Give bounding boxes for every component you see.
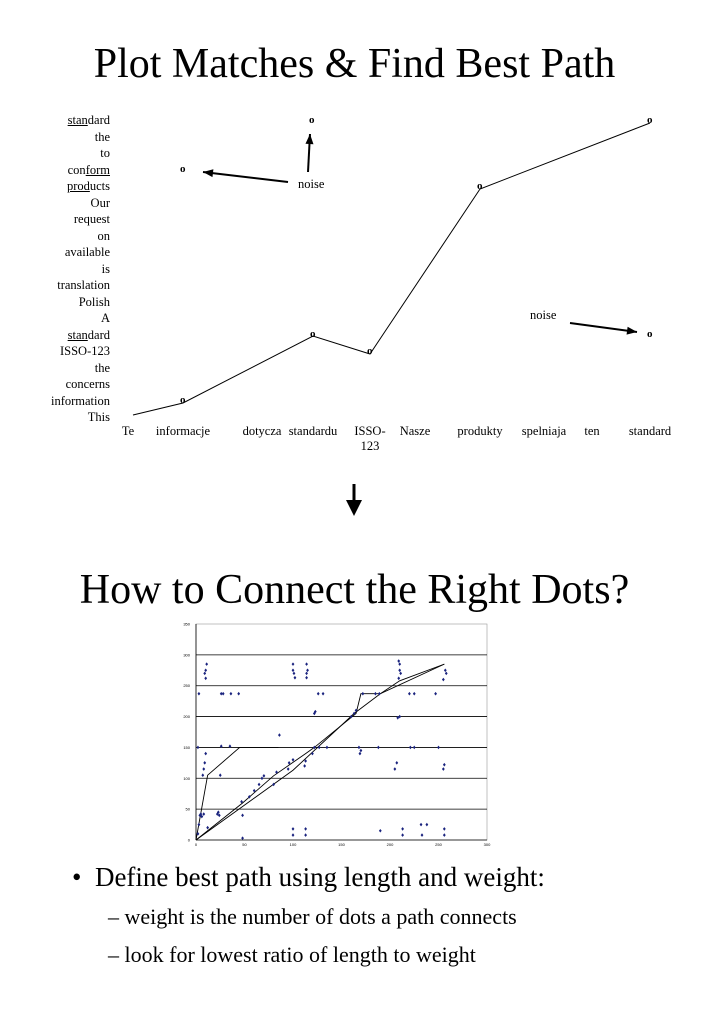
y-word-label: the [94,129,110,144]
sub-bullet-2: – look for lowest ratio of length to weight [108,942,476,967]
x-word-label: standardu [288,424,338,438]
x-word-label: Te [121,424,135,438]
x-word-label: produkty [457,424,503,438]
x-tick-label: 200 [386,842,394,847]
slide-title-top: Plot Matches & Find Best Path [93,41,616,87]
slide-title-bottom: How to Connect the Right Dots? [79,567,630,613]
noise-label-2: noise [530,308,557,322]
x-tick-label: 150 [338,842,345,847]
match-marker: o [647,328,653,340]
y-word-label: on [97,228,110,243]
sub-bullet-text-2: look for lowest ratio of length to weight [124,942,476,967]
y-word-label: standard [67,113,110,127]
sub-bullet-text-1: weight is the number of dots a path connects [124,904,517,929]
x-tick-label: 300 [483,842,491,847]
x-word-label: ten [584,424,600,438]
y-tick-label: 150 [183,744,190,750]
x-word-label: Nasze [399,424,431,438]
y-word-label: standard [67,327,110,342]
match-marker: o [647,114,653,126]
x-word-label: standard [628,424,672,438]
sub-bullet-1: – weight is the number of dots a path connects [108,904,517,929]
y-word-label: to [100,146,110,160]
x-tick-label: 100 [289,842,297,847]
x-word-label: dotycza [242,424,282,438]
x-tick-label: 0 [194,842,198,847]
y-word-label: Polish [78,294,110,309]
y-tick-label: 250 [183,683,190,689]
bullet-item: • Define best path using length and weight: [72,862,545,892]
y-tick-label: 100 [183,775,190,781]
x-tick-label: 50 [242,842,247,847]
y-word-label: This [87,410,110,424]
bullet-text: Define best path using length and weight: [94,862,545,892]
match-marker: o [477,180,483,192]
y-tick-label: 0 [187,837,190,843]
x-word-label: informacje [155,424,211,438]
y-word-label: information [50,393,110,408]
y-tick-label: 350 [183,621,190,627]
noise-label-1: noise [298,177,325,191]
y-word-label: Our [90,195,110,210]
match-marker: o [180,163,186,175]
y-word-label: concerns [65,377,110,391]
x-word-label: ISSO- 123 [354,424,386,453]
y-word-label: ISSO-123 [59,344,110,358]
y-word-label: request [73,212,110,226]
y-tick-label: 200 [183,714,190,720]
match-marker: o [309,114,315,126]
plot-area [196,624,487,840]
y-word-label: translation [57,278,110,292]
y-tick-label: 50 [185,806,190,812]
y-word-label: products [66,179,110,193]
y-word-label: A [100,311,110,325]
match-marker: o [310,328,316,340]
y-word-label: available [64,245,110,259]
match-marker: o [367,345,373,357]
y-tick-label: 300 [183,652,190,658]
y-word-label: the [94,360,110,375]
x-word-label: spelniaja [521,424,567,438]
y-word-label: is [101,261,110,276]
x-tick-label: 250 [435,842,442,847]
y-word-label: conform [67,162,110,177]
match-marker: o [180,394,186,406]
